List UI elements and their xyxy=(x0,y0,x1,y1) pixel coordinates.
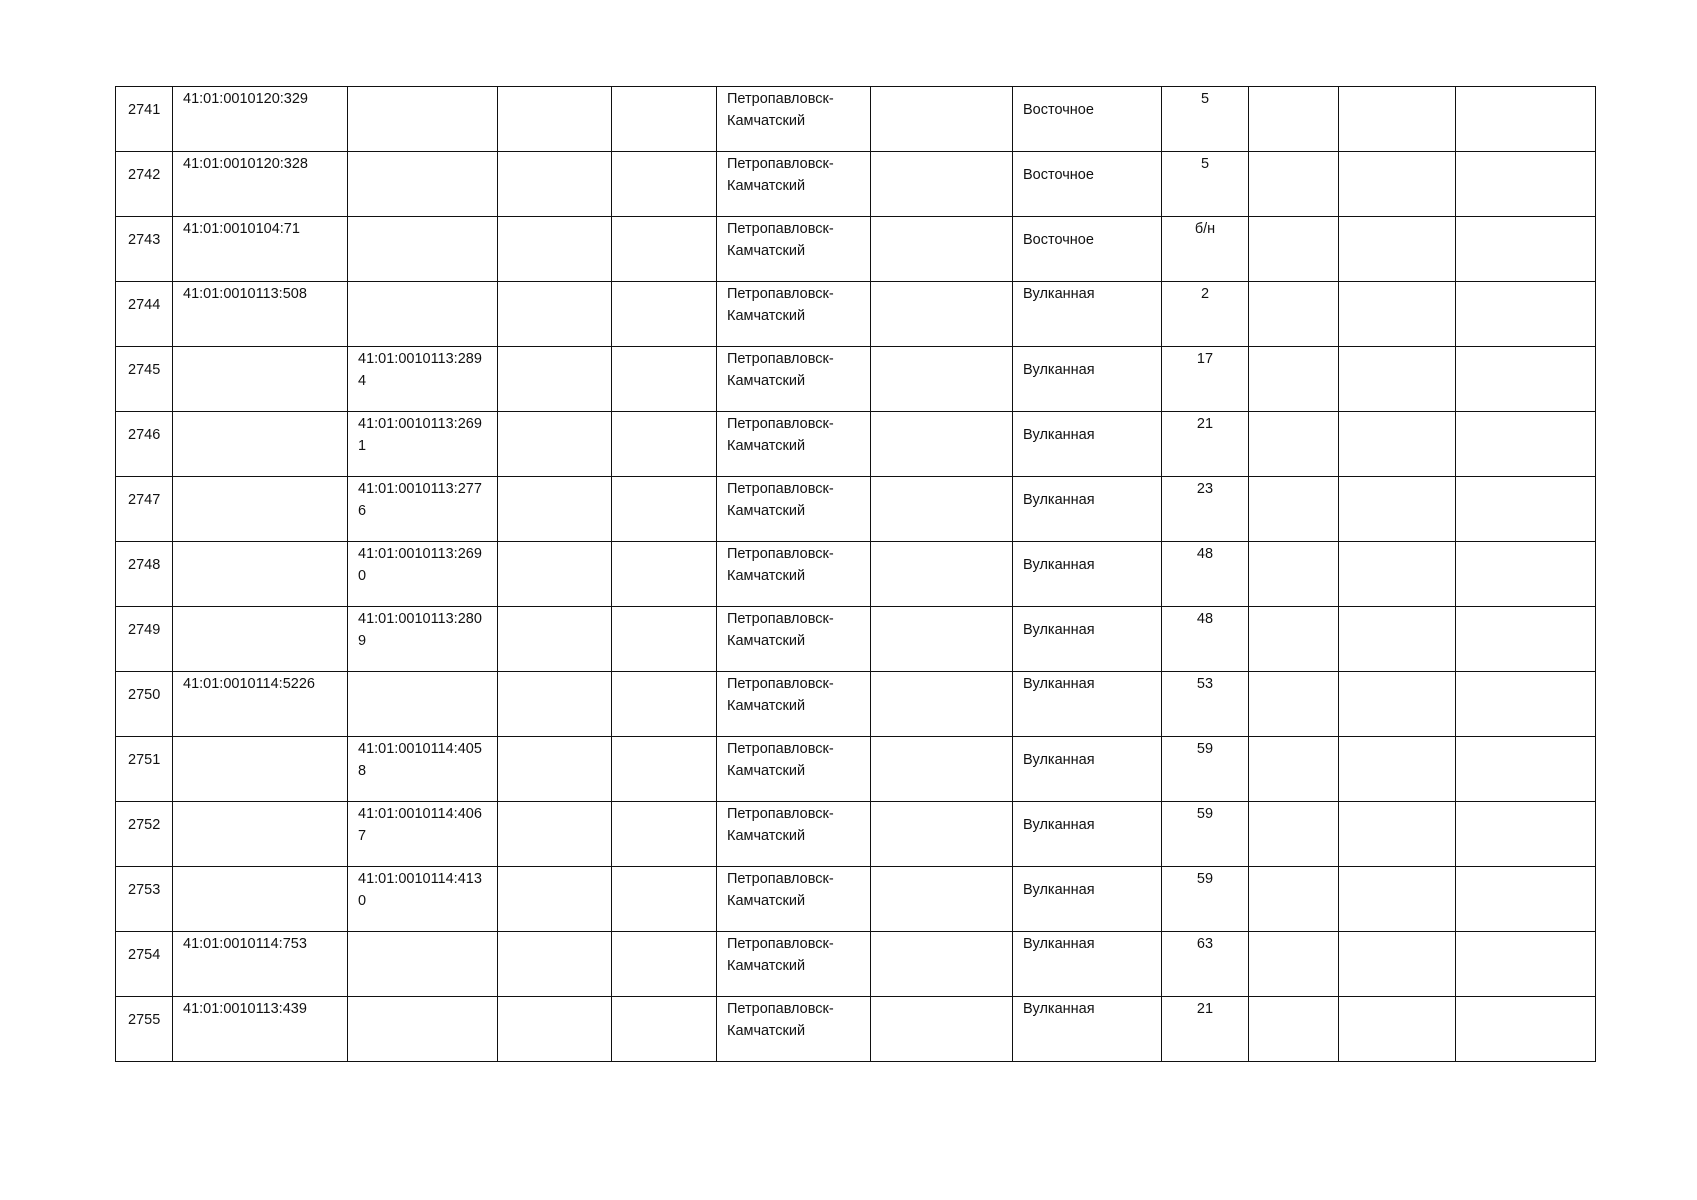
house-number-cell xyxy=(1162,672,1249,737)
empty-cell xyxy=(871,282,1013,347)
street-text: Вулканная xyxy=(1023,427,1095,443)
land-cadastral-number-cell xyxy=(173,542,348,607)
building-cadastral-number-cell xyxy=(348,997,498,1062)
empty-cell xyxy=(1339,477,1456,542)
street-cell xyxy=(1013,87,1162,152)
empty-cell xyxy=(612,867,717,932)
building-cadastral-number-cell xyxy=(348,152,498,217)
empty-cell xyxy=(871,217,1013,282)
empty-cell xyxy=(1456,152,1596,217)
house-number-text: 48 xyxy=(1196,611,1214,627)
house-number-cell xyxy=(1162,347,1249,412)
land-cadastral-number-cell xyxy=(173,87,348,152)
empty-cell xyxy=(498,412,612,477)
empty-cell xyxy=(1249,997,1339,1062)
city-text: Петропавловск-Камчатский xyxy=(727,806,834,844)
table-row xyxy=(116,477,1596,542)
row-number-cell xyxy=(116,347,173,412)
house-number-cell xyxy=(1162,412,1249,477)
building-cadastral-number-text: 41:01:0010114:4058 xyxy=(358,741,482,779)
land-cadastral-number-text: 41:01:0010113:439 xyxy=(183,1001,307,1017)
row-number-cell xyxy=(116,867,173,932)
table-row xyxy=(116,867,1596,932)
land-cadastral-number-cell xyxy=(173,607,348,672)
street-cell xyxy=(1013,932,1162,997)
empty-cell xyxy=(1249,412,1339,477)
city-cell xyxy=(717,152,871,217)
street-cell xyxy=(1013,347,1162,412)
row-number-text: 2744 xyxy=(128,297,161,313)
empty-cell xyxy=(1339,87,1456,152)
empty-cell xyxy=(1339,737,1456,802)
empty-cell xyxy=(612,802,717,867)
building-cadastral-number-cell xyxy=(348,347,498,412)
empty-cell xyxy=(1456,607,1596,672)
city-text: Петропавловск-Камчатский xyxy=(727,676,834,714)
row-number-text: 2751 xyxy=(128,752,161,768)
empty-cell xyxy=(871,672,1013,737)
city-text: Петропавловск-Камчатский xyxy=(727,1001,834,1039)
empty-cell xyxy=(612,542,717,607)
street-text: Вулканная xyxy=(1023,936,1095,952)
building-cadastral-number-cell xyxy=(348,672,498,737)
land-cadastral-number-cell xyxy=(173,802,348,867)
empty-cell xyxy=(871,737,1013,802)
building-cadastral-number-text xyxy=(348,932,497,933)
land-cadastral-number-cell xyxy=(173,932,348,997)
empty-cell xyxy=(1249,672,1339,737)
empty-cell xyxy=(1456,737,1596,802)
empty-cell xyxy=(498,867,612,932)
row-number-cell xyxy=(116,997,173,1062)
row-number-cell xyxy=(116,672,173,737)
empty-cell xyxy=(612,672,717,737)
city-text: Петропавловск-Камчатский xyxy=(727,351,834,389)
row-number-text: 2743 xyxy=(128,232,161,248)
empty-cell xyxy=(498,347,612,412)
empty-cell xyxy=(498,152,612,217)
building-cadastral-number-text: 41:01:0010114:4067 xyxy=(358,806,482,844)
city-cell xyxy=(717,477,871,542)
empty-cell xyxy=(612,347,717,412)
empty-cell xyxy=(498,542,612,607)
building-cadastral-number-text: 41:01:0010113:2894 xyxy=(358,351,482,389)
city-cell xyxy=(717,282,871,347)
empty-cell xyxy=(1456,87,1596,152)
row-number-cell xyxy=(116,282,173,347)
house-number-cell xyxy=(1162,217,1249,282)
land-cadastral-number-text xyxy=(173,477,347,478)
house-number-text: 59 xyxy=(1196,806,1214,822)
table-row xyxy=(116,932,1596,997)
land-cadastral-number-cell xyxy=(173,217,348,282)
empty-cell xyxy=(1339,542,1456,607)
land-cadastral-number-text xyxy=(173,802,347,803)
house-number-cell xyxy=(1162,932,1249,997)
house-number-cell xyxy=(1162,152,1249,217)
street-text: Вулканная xyxy=(1023,492,1095,508)
table-row xyxy=(116,672,1596,737)
row-number-text: 2745 xyxy=(128,362,161,378)
empty-cell xyxy=(498,87,612,152)
empty-cell xyxy=(871,87,1013,152)
row-number-text: 2741 xyxy=(128,102,161,118)
empty-cell xyxy=(871,152,1013,217)
building-cadastral-number-text: 41:01:0010113:2776 xyxy=(358,481,482,519)
house-number-cell xyxy=(1162,607,1249,672)
city-text: Петропавловск-Камчатский xyxy=(727,481,834,519)
table-row xyxy=(116,607,1596,672)
city-cell xyxy=(717,997,871,1062)
empty-cell xyxy=(871,932,1013,997)
building-cadastral-number-text: 41:01:0010113:2809 xyxy=(358,611,482,649)
building-cadastral-number-text xyxy=(348,672,497,673)
empty-cell xyxy=(1456,412,1596,477)
land-cadastral-number-text: 41:01:0010114:5226 xyxy=(183,676,315,692)
city-cell xyxy=(717,867,871,932)
row-number-cell xyxy=(116,802,173,867)
street-text: Вулканная xyxy=(1023,1001,1095,1017)
building-cadastral-number-cell xyxy=(348,607,498,672)
empty-cell xyxy=(1339,867,1456,932)
street-text: Вулканная xyxy=(1023,286,1095,302)
house-number-cell xyxy=(1162,867,1249,932)
row-number-cell xyxy=(116,932,173,997)
empty-cell xyxy=(1249,87,1339,152)
empty-cell xyxy=(1339,672,1456,737)
city-cell xyxy=(717,672,871,737)
table-row xyxy=(116,347,1596,412)
city-text: Петропавловск-Камчатский xyxy=(727,91,834,129)
table-row xyxy=(116,87,1596,152)
empty-cell xyxy=(871,542,1013,607)
city-cell xyxy=(717,347,871,412)
city-text: Петропавловск-Камчатский xyxy=(727,611,834,649)
empty-cell xyxy=(1249,542,1339,607)
table-row xyxy=(116,282,1596,347)
street-cell xyxy=(1013,412,1162,477)
building-cadastral-number-cell xyxy=(348,282,498,347)
row-number-text: 2750 xyxy=(128,687,161,703)
empty-cell xyxy=(1339,282,1456,347)
house-number-text: 53 xyxy=(1196,676,1214,692)
street-cell xyxy=(1013,802,1162,867)
row-number-text: 2747 xyxy=(128,492,161,508)
street-text: Вулканная xyxy=(1023,362,1095,378)
empty-cell xyxy=(871,477,1013,542)
building-cadastral-number-text xyxy=(348,217,497,218)
empty-cell xyxy=(498,477,612,542)
row-number-text: 2752 xyxy=(128,817,161,833)
empty-cell xyxy=(498,997,612,1062)
empty-cell xyxy=(498,217,612,282)
city-text: Петропавловск-Камчатский xyxy=(727,741,834,779)
empty-cell xyxy=(612,412,717,477)
empty-cell xyxy=(612,737,717,802)
empty-cell xyxy=(871,347,1013,412)
house-number-cell xyxy=(1162,477,1249,542)
city-text: Петропавловск-Камчатский xyxy=(727,546,834,584)
street-text: Восточное xyxy=(1023,167,1094,183)
row-number-cell xyxy=(116,542,173,607)
city-cell xyxy=(717,412,871,477)
table-row xyxy=(116,412,1596,477)
house-number-text: б/н xyxy=(1194,221,1216,237)
table-row xyxy=(116,152,1596,217)
land-cadastral-number-text xyxy=(173,347,347,348)
house-number-text: 5 xyxy=(1200,156,1210,172)
table-row xyxy=(116,542,1596,607)
house-number-text: 17 xyxy=(1196,351,1214,367)
building-cadastral-number-text xyxy=(348,87,497,88)
building-cadastral-number-cell xyxy=(348,412,498,477)
city-cell xyxy=(717,932,871,997)
row-number-text: 2753 xyxy=(128,882,161,898)
street-text: Вулканная xyxy=(1023,752,1095,768)
house-number-cell xyxy=(1162,542,1249,607)
empty-cell xyxy=(1456,477,1596,542)
building-cadastral-number-text: 41:01:0010113:2691 xyxy=(358,416,482,454)
empty-cell xyxy=(498,932,612,997)
empty-cell xyxy=(1249,477,1339,542)
empty-cell xyxy=(1456,217,1596,282)
row-number-cell xyxy=(116,412,173,477)
empty-cell xyxy=(1339,217,1456,282)
row-number-cell xyxy=(116,737,173,802)
empty-cell xyxy=(498,802,612,867)
table-body xyxy=(116,87,1596,1062)
street-text: Вулканная xyxy=(1023,817,1095,833)
row-number-text: 2746 xyxy=(128,427,161,443)
empty-cell xyxy=(498,737,612,802)
table-row xyxy=(116,997,1596,1062)
street-cell xyxy=(1013,477,1162,542)
house-number-cell xyxy=(1162,802,1249,867)
row-number-cell xyxy=(116,87,173,152)
empty-cell xyxy=(1456,802,1596,867)
building-cadastral-number-cell xyxy=(348,802,498,867)
house-number-text: 63 xyxy=(1196,936,1214,952)
street-text: Вулканная xyxy=(1023,622,1095,638)
empty-cell xyxy=(1249,607,1339,672)
land-cadastral-number-cell xyxy=(173,477,348,542)
house-number-cell xyxy=(1162,87,1249,152)
empty-cell xyxy=(1249,737,1339,802)
land-cadastral-number-cell xyxy=(173,347,348,412)
house-number-text: 5 xyxy=(1200,91,1210,107)
street-cell xyxy=(1013,997,1162,1062)
empty-cell xyxy=(612,997,717,1062)
building-cadastral-number-text xyxy=(348,997,497,998)
empty-cell xyxy=(871,802,1013,867)
house-number-text: 59 xyxy=(1196,871,1214,887)
empty-cell xyxy=(871,412,1013,477)
empty-cell xyxy=(1456,542,1596,607)
house-number-text: 2 xyxy=(1200,286,1210,302)
row-number-text: 2749 xyxy=(128,622,161,638)
empty-cell xyxy=(612,607,717,672)
empty-cell xyxy=(1339,607,1456,672)
empty-cell xyxy=(1249,867,1339,932)
empty-cell xyxy=(1456,867,1596,932)
street-cell xyxy=(1013,542,1162,607)
street-text: Восточное xyxy=(1023,102,1094,118)
street-cell xyxy=(1013,737,1162,802)
empty-cell xyxy=(612,217,717,282)
street-text: Вулканная xyxy=(1023,882,1095,898)
building-cadastral-number-cell xyxy=(348,867,498,932)
empty-cell xyxy=(612,152,717,217)
empty-cell xyxy=(871,607,1013,672)
city-cell xyxy=(717,87,871,152)
row-number-text: 2755 xyxy=(128,1012,161,1028)
street-text: Вулканная xyxy=(1023,557,1095,573)
empty-cell xyxy=(1456,997,1596,1062)
land-cadastral-number-cell xyxy=(173,672,348,737)
house-number-text: 21 xyxy=(1196,416,1214,432)
house-number-text: 59 xyxy=(1196,741,1214,757)
land-cadastral-number-text: 41:01:0010113:508 xyxy=(183,286,307,302)
row-number-cell xyxy=(116,477,173,542)
land-cadastral-number-text xyxy=(173,607,347,608)
registry-table xyxy=(115,86,1596,1062)
empty-cell xyxy=(612,282,717,347)
street-cell xyxy=(1013,217,1162,282)
building-cadastral-number-cell xyxy=(348,542,498,607)
house-number-cell xyxy=(1162,282,1249,347)
land-cadastral-number-cell xyxy=(173,737,348,802)
city-text: Петропавловск-Камчатский xyxy=(727,871,834,909)
building-cadastral-number-cell xyxy=(348,932,498,997)
house-number-cell xyxy=(1162,737,1249,802)
empty-cell xyxy=(1249,282,1339,347)
row-number-cell xyxy=(116,217,173,282)
house-number-text: 48 xyxy=(1196,546,1214,562)
row-number-text: 2742 xyxy=(128,167,161,183)
city-text: Петропавловск-Камчатский xyxy=(727,936,834,974)
empty-cell xyxy=(1456,672,1596,737)
table-row xyxy=(116,217,1596,282)
row-number-text: 2748 xyxy=(128,557,161,573)
street-text: Вулканная xyxy=(1023,676,1095,692)
table-row xyxy=(116,802,1596,867)
empty-cell xyxy=(612,87,717,152)
street-text: Восточное xyxy=(1023,232,1094,248)
building-cadastral-number-text xyxy=(348,152,497,153)
building-cadastral-number-cell xyxy=(348,737,498,802)
street-cell xyxy=(1013,672,1162,737)
city-cell xyxy=(717,607,871,672)
empty-cell xyxy=(871,997,1013,1062)
house-number-cell xyxy=(1162,997,1249,1062)
empty-cell xyxy=(498,672,612,737)
empty-cell xyxy=(612,477,717,542)
empty-cell xyxy=(1249,152,1339,217)
city-text: Петропавловск-Камчатский xyxy=(727,416,834,454)
empty-cell xyxy=(1339,412,1456,477)
city-cell xyxy=(717,542,871,607)
house-number-text: 23 xyxy=(1196,481,1214,497)
house-number-text: 21 xyxy=(1196,1001,1214,1017)
empty-cell xyxy=(498,282,612,347)
empty-cell xyxy=(1339,802,1456,867)
empty-cell xyxy=(1339,347,1456,412)
land-cadastral-number-text: 41:01:0010120:328 xyxy=(183,156,308,172)
building-cadastral-number-cell xyxy=(348,477,498,542)
empty-cell xyxy=(1249,932,1339,997)
land-cadastral-number-text xyxy=(173,542,347,543)
table-row xyxy=(116,737,1596,802)
land-cadastral-number-cell xyxy=(173,152,348,217)
city-text: Петропавловск-Камчатский xyxy=(727,286,834,324)
city-cell xyxy=(717,737,871,802)
city-text: Петропавловск-Камчатский xyxy=(727,156,834,194)
land-cadastral-number-text xyxy=(173,412,347,413)
empty-cell xyxy=(1456,347,1596,412)
city-text: Петропавловск-Камчатский xyxy=(727,221,834,259)
empty-cell xyxy=(498,607,612,672)
land-cadastral-number-text: 41:01:0010120:329 xyxy=(183,91,308,107)
street-cell xyxy=(1013,282,1162,347)
land-cadastral-number-text xyxy=(173,867,347,868)
building-cadastral-number-text: 41:01:0010114:4130 xyxy=(358,871,482,909)
land-cadastral-number-text: 41:01:0010104:71 xyxy=(183,221,300,237)
empty-cell xyxy=(1339,932,1456,997)
building-cadastral-number-cell xyxy=(348,87,498,152)
empty-cell xyxy=(1249,802,1339,867)
city-cell xyxy=(717,802,871,867)
empty-cell xyxy=(871,867,1013,932)
building-cadastral-number-cell xyxy=(348,217,498,282)
land-cadastral-number-cell xyxy=(173,412,348,477)
land-cadastral-number-cell xyxy=(173,282,348,347)
row-number-cell xyxy=(116,607,173,672)
street-cell xyxy=(1013,867,1162,932)
city-cell xyxy=(717,217,871,282)
land-cadastral-number-text xyxy=(173,737,347,738)
empty-cell xyxy=(1249,347,1339,412)
empty-cell xyxy=(612,932,717,997)
street-cell xyxy=(1013,152,1162,217)
street-cell xyxy=(1013,607,1162,672)
empty-cell xyxy=(1339,152,1456,217)
empty-cell xyxy=(1249,217,1339,282)
land-cadastral-number-cell xyxy=(173,867,348,932)
building-cadastral-number-text: 41:01:0010113:2690 xyxy=(358,546,482,584)
empty-cell xyxy=(1456,932,1596,997)
row-number-text: 2754 xyxy=(128,947,161,963)
building-cadastral-number-text xyxy=(348,282,497,283)
empty-cell xyxy=(1339,997,1456,1062)
empty-cell xyxy=(1456,282,1596,347)
row-number-cell xyxy=(116,152,173,217)
land-cadastral-number-cell xyxy=(173,997,348,1062)
land-cadastral-number-text: 41:01:0010114:753 xyxy=(183,936,307,952)
